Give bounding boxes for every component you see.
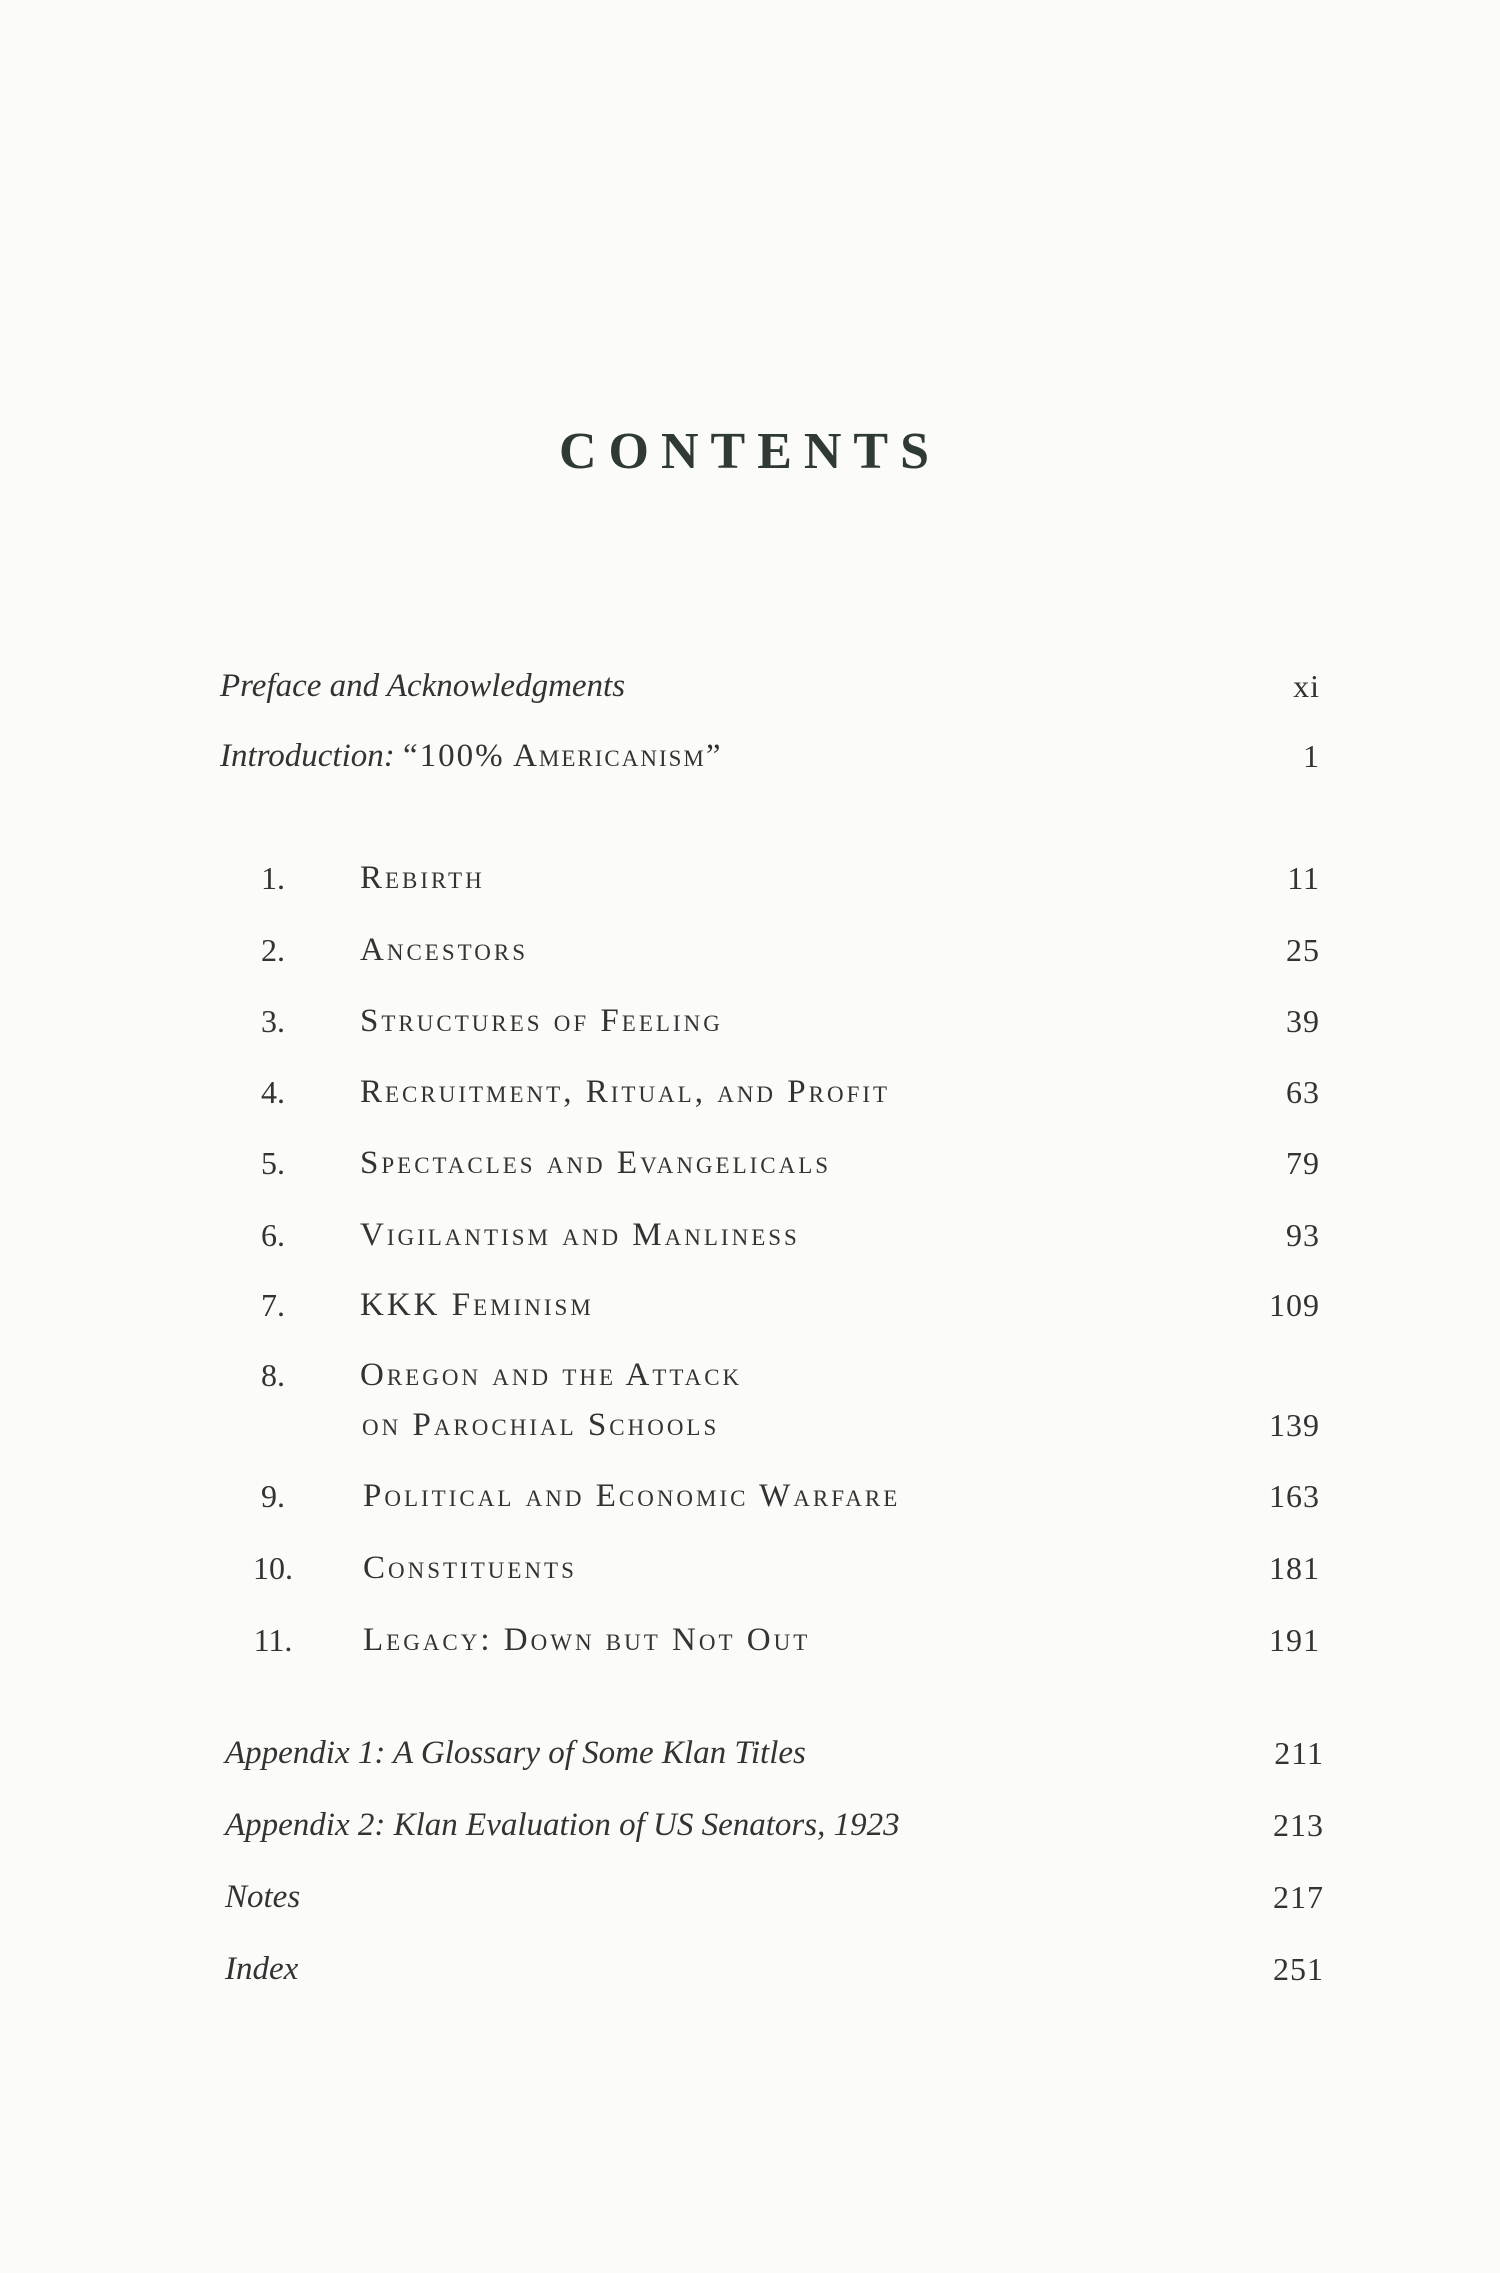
toc-entry-appendix-1[interactable] [0, 1735, 1500, 1785]
chapter-number: 2. [261, 932, 285, 968]
toc-entry-introduction[interactable] [0, 738, 1500, 788]
chapter-title: Structures of Feeling [360, 1003, 723, 1039]
chapter-number: 3. [261, 1003, 285, 1039]
toc-chapter-3[interactable] [0, 1003, 1500, 1053]
toc-entry-label: Appendix 2: Klan Evaluation of US Senators, 1923 [225, 1807, 900, 1843]
toc-chapter-5[interactable] [0, 1145, 1500, 1195]
toc-page-number: 139 [1269, 1407, 1320, 1443]
toc-entry-label [220, 738, 723, 775]
chapter-number: 9. [261, 1478, 285, 1514]
chapter-title: Recruitment, Ritual, and Profit [360, 1074, 891, 1110]
toc-page-number: 163 [1269, 1478, 1320, 1514]
intro-prefix: Introduction: [220, 738, 403, 774]
chapter-number: 8. [261, 1357, 285, 1393]
toc-chapter-4[interactable] [0, 1074, 1500, 1124]
toc-page-number: 251 [1273, 1951, 1324, 1987]
page-title: CONTENTS [558, 423, 942, 480]
chapter-number: 4. [261, 1074, 285, 1110]
toc-page-number: 79 [1286, 1145, 1320, 1181]
chapter-number: 10. [253, 1550, 293, 1586]
toc-page-number: 1 [1303, 738, 1320, 774]
toc-page-number: 11 [1287, 860, 1320, 896]
toc-chapter-10[interactable] [0, 1550, 1500, 1600]
toc-page-number: 217 [1273, 1879, 1324, 1915]
chapter-number: 6. [261, 1217, 285, 1253]
toc-entry-index[interactable] [0, 1951, 1500, 2001]
toc-entry-label: Appendix 1: A Glossary of Some Klan Titles [225, 1735, 806, 1771]
chapter-title: Constituents [363, 1550, 577, 1586]
toc-chapter-6[interactable] [0, 1217, 1500, 1267]
toc-chapter-1[interactable] [0, 860, 1500, 910]
chapter-title: Political and Economic Warfare [363, 1478, 901, 1514]
toc-page-number: 25 [1286, 932, 1320, 968]
toc-entry-label: Preface and Acknowledgments [220, 668, 626, 704]
toc-entry-preface[interactable] [0, 668, 1500, 718]
chapter-number: 5. [261, 1145, 285, 1181]
toc-entry-notes[interactable] [0, 1879, 1500, 1929]
toc-page-number: 39 [1286, 1003, 1320, 1039]
chapter-number: 11. [253, 1622, 293, 1658]
toc-chapter-8[interactable] [0, 1357, 1500, 1477]
chapter-title: Oregon and the Attack [360, 1357, 743, 1393]
chapter-number: 1. [261, 860, 285, 896]
toc-chapter-9[interactable] [0, 1478, 1500, 1528]
chapter-title: Spectacles and Evangelicals [360, 1145, 832, 1181]
toc-page-number: 93 [1286, 1217, 1320, 1253]
intro-title: “100% Americanism” [403, 738, 723, 774]
toc-page-number: xi [1293, 668, 1320, 704]
toc-chapter-2[interactable] [0, 932, 1500, 982]
chapter-title-continued: on Parochial Schools [362, 1407, 720, 1443]
toc-entry-label: Notes [225, 1879, 301, 1915]
toc-page-number: 63 [1286, 1074, 1320, 1110]
chapter-number: 7. [261, 1287, 285, 1323]
toc-page-number: 109 [1269, 1287, 1320, 1323]
chapter-title: Vigilantism and Manliness [360, 1217, 800, 1253]
chapter-title: Rebirth [360, 860, 485, 896]
toc-page-number: 191 [1269, 1622, 1320, 1658]
toc-chapter-7[interactable] [0, 1287, 1500, 1337]
toc-entry-appendix-2[interactable] [0, 1807, 1500, 1857]
chapter-title: Ancestors [360, 932, 528, 968]
chapter-title: Legacy: Down but Not Out [363, 1622, 811, 1658]
toc-page-number: 181 [1269, 1550, 1320, 1586]
chapter-title: KKK Feminism [360, 1287, 594, 1323]
toc-entry-label: Index [225, 1951, 299, 1987]
toc-page-number: 213 [1273, 1807, 1324, 1843]
toc-chapter-11[interactable] [0, 1622, 1500, 1672]
toc-page-number: 211 [1274, 1735, 1324, 1771]
